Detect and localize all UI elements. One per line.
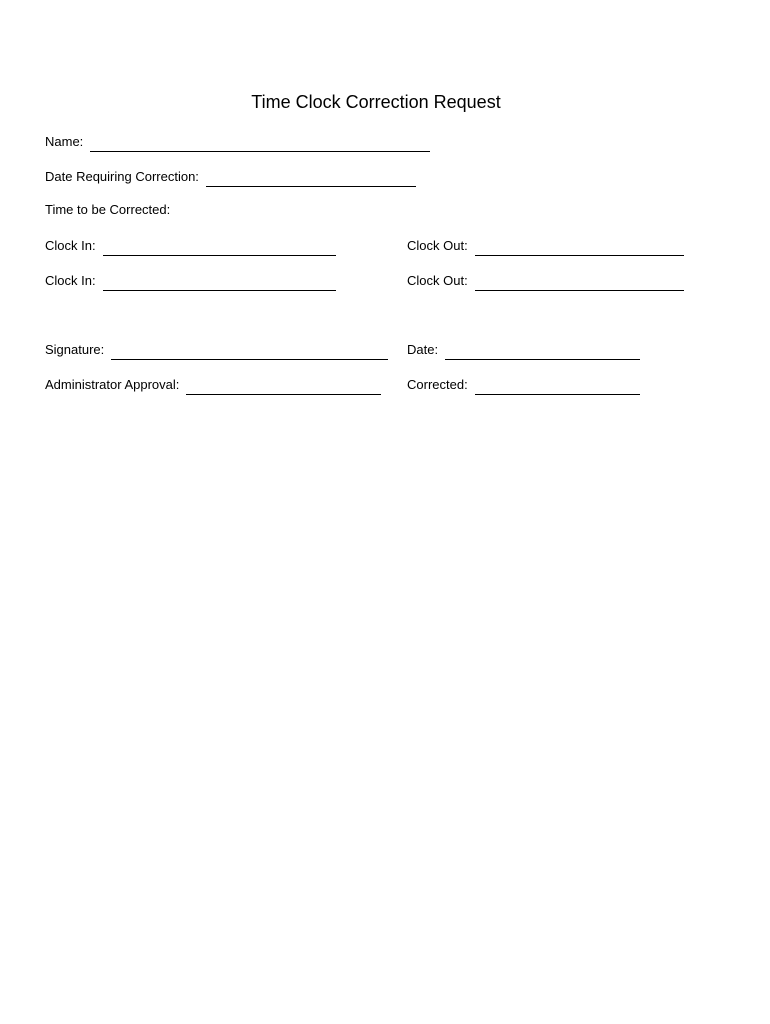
clock-in-label-1: Clock In:	[45, 238, 96, 253]
administrator-approval-input-line[interactable]	[186, 379, 381, 395]
date-requiring-correction-label: Date Requiring Correction:	[45, 169, 199, 184]
administrator-approval-field[interactable]	[45, 375, 381, 395]
clock-out-input-line-2[interactable]	[475, 275, 684, 291]
clock-in-field-1[interactable]	[45, 236, 336, 256]
date-label: Date:	[407, 342, 439, 357]
signature-field[interactable]	[45, 340, 388, 360]
date-field[interactable]	[407, 340, 640, 360]
clock-out-field-1[interactable]	[407, 236, 684, 256]
signature-label: Signature:	[45, 342, 105, 357]
date-requiring-correction-field[interactable]	[45, 167, 416, 187]
clock-out-field-2[interactable]	[407, 271, 684, 291]
signature-input-line[interactable]	[111, 344, 388, 360]
corrected-field[interactable]	[407, 375, 640, 395]
clock-in-label-2: Clock In:	[45, 273, 96, 288]
date-requiring-correction-input-line[interactable]	[206, 171, 416, 187]
name-field[interactable]	[45, 132, 430, 152]
clock-out-label-2: Clock Out:	[407, 273, 468, 288]
clock-in-input-line-1[interactable]	[103, 240, 336, 256]
corrected-input-line[interactable]	[475, 379, 640, 395]
name-label: Name:	[45, 134, 84, 149]
page-title: Time Clock Correction Request	[251, 92, 501, 112]
clock-out-input-line-1[interactable]	[475, 240, 684, 256]
clock-in-field-2[interactable]	[45, 271, 336, 291]
clock-out-label-1: Clock Out:	[407, 238, 468, 253]
administrator-approval-label: Administrator Approval:	[45, 377, 180, 392]
clock-in-input-line-2[interactable]	[103, 275, 336, 291]
time-to-be-corrected-label: Time to be Corrected:	[45, 202, 171, 217]
date-input-line[interactable]	[445, 344, 640, 360]
name-input-line[interactable]	[90, 136, 430, 152]
corrected-label: Corrected:	[407, 377, 468, 392]
